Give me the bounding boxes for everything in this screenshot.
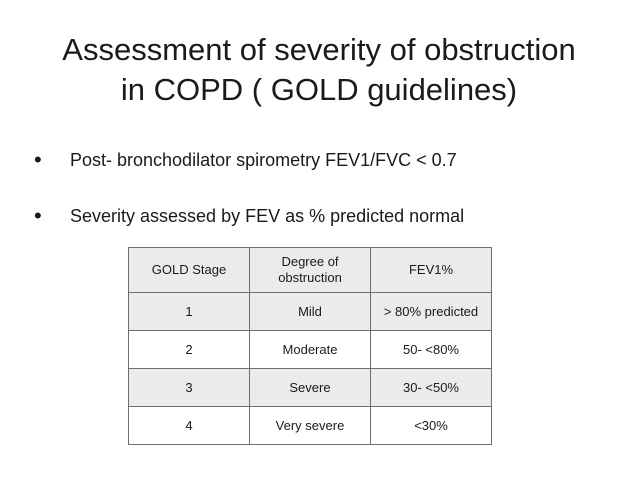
cell-fev1: 50- <80% (371, 331, 492, 369)
table-row (129, 369, 492, 407)
header-fev1: FEV1% (371, 248, 492, 293)
bullet-text: Severity assessed by FEV as % predicted normal (70, 206, 465, 226)
table-row (129, 331, 492, 369)
slide-title (20, 30, 618, 110)
slide-title-line-2: in COPD ( GOLD guidelines) (120, 72, 518, 107)
table-row (129, 407, 492, 445)
cell-degree: Very severe (250, 407, 371, 445)
table-row (129, 293, 492, 331)
table-header-row (129, 248, 492, 293)
bullet-item (34, 204, 614, 228)
bullet-dot-icon: • (34, 147, 42, 172)
cell-stage: 2 (129, 331, 250, 369)
bullet-item (34, 148, 614, 172)
cell-degree: Mild (250, 293, 371, 331)
cell-degree: Severe (250, 369, 371, 407)
bullet-dot-icon: • (34, 203, 42, 228)
cell-stage: 4 (129, 407, 250, 445)
header-degree-of-obstruction (250, 248, 371, 293)
header-gold-stage: GOLD Stage (129, 248, 250, 293)
cell-degree: Moderate (250, 331, 371, 369)
cell-stage: 3 (129, 369, 250, 407)
gold-stage-table (128, 247, 492, 445)
slide-title-line-1: Assessment of severity of obstruction (62, 32, 576, 67)
bullet-list (34, 148, 614, 228)
cell-fev1: <30% (371, 407, 492, 445)
cell-fev1: > 80% predicted (371, 293, 492, 331)
bullet-text: Post- bronchodilator spirometry FEV1/FVC < 0.7 (70, 150, 457, 170)
cell-stage: 1 (129, 293, 250, 331)
header-degree-text: Degree of obstruction (278, 254, 342, 285)
gold-stage-table-container (128, 247, 492, 445)
cell-fev1: 30- <50% (371, 369, 492, 407)
